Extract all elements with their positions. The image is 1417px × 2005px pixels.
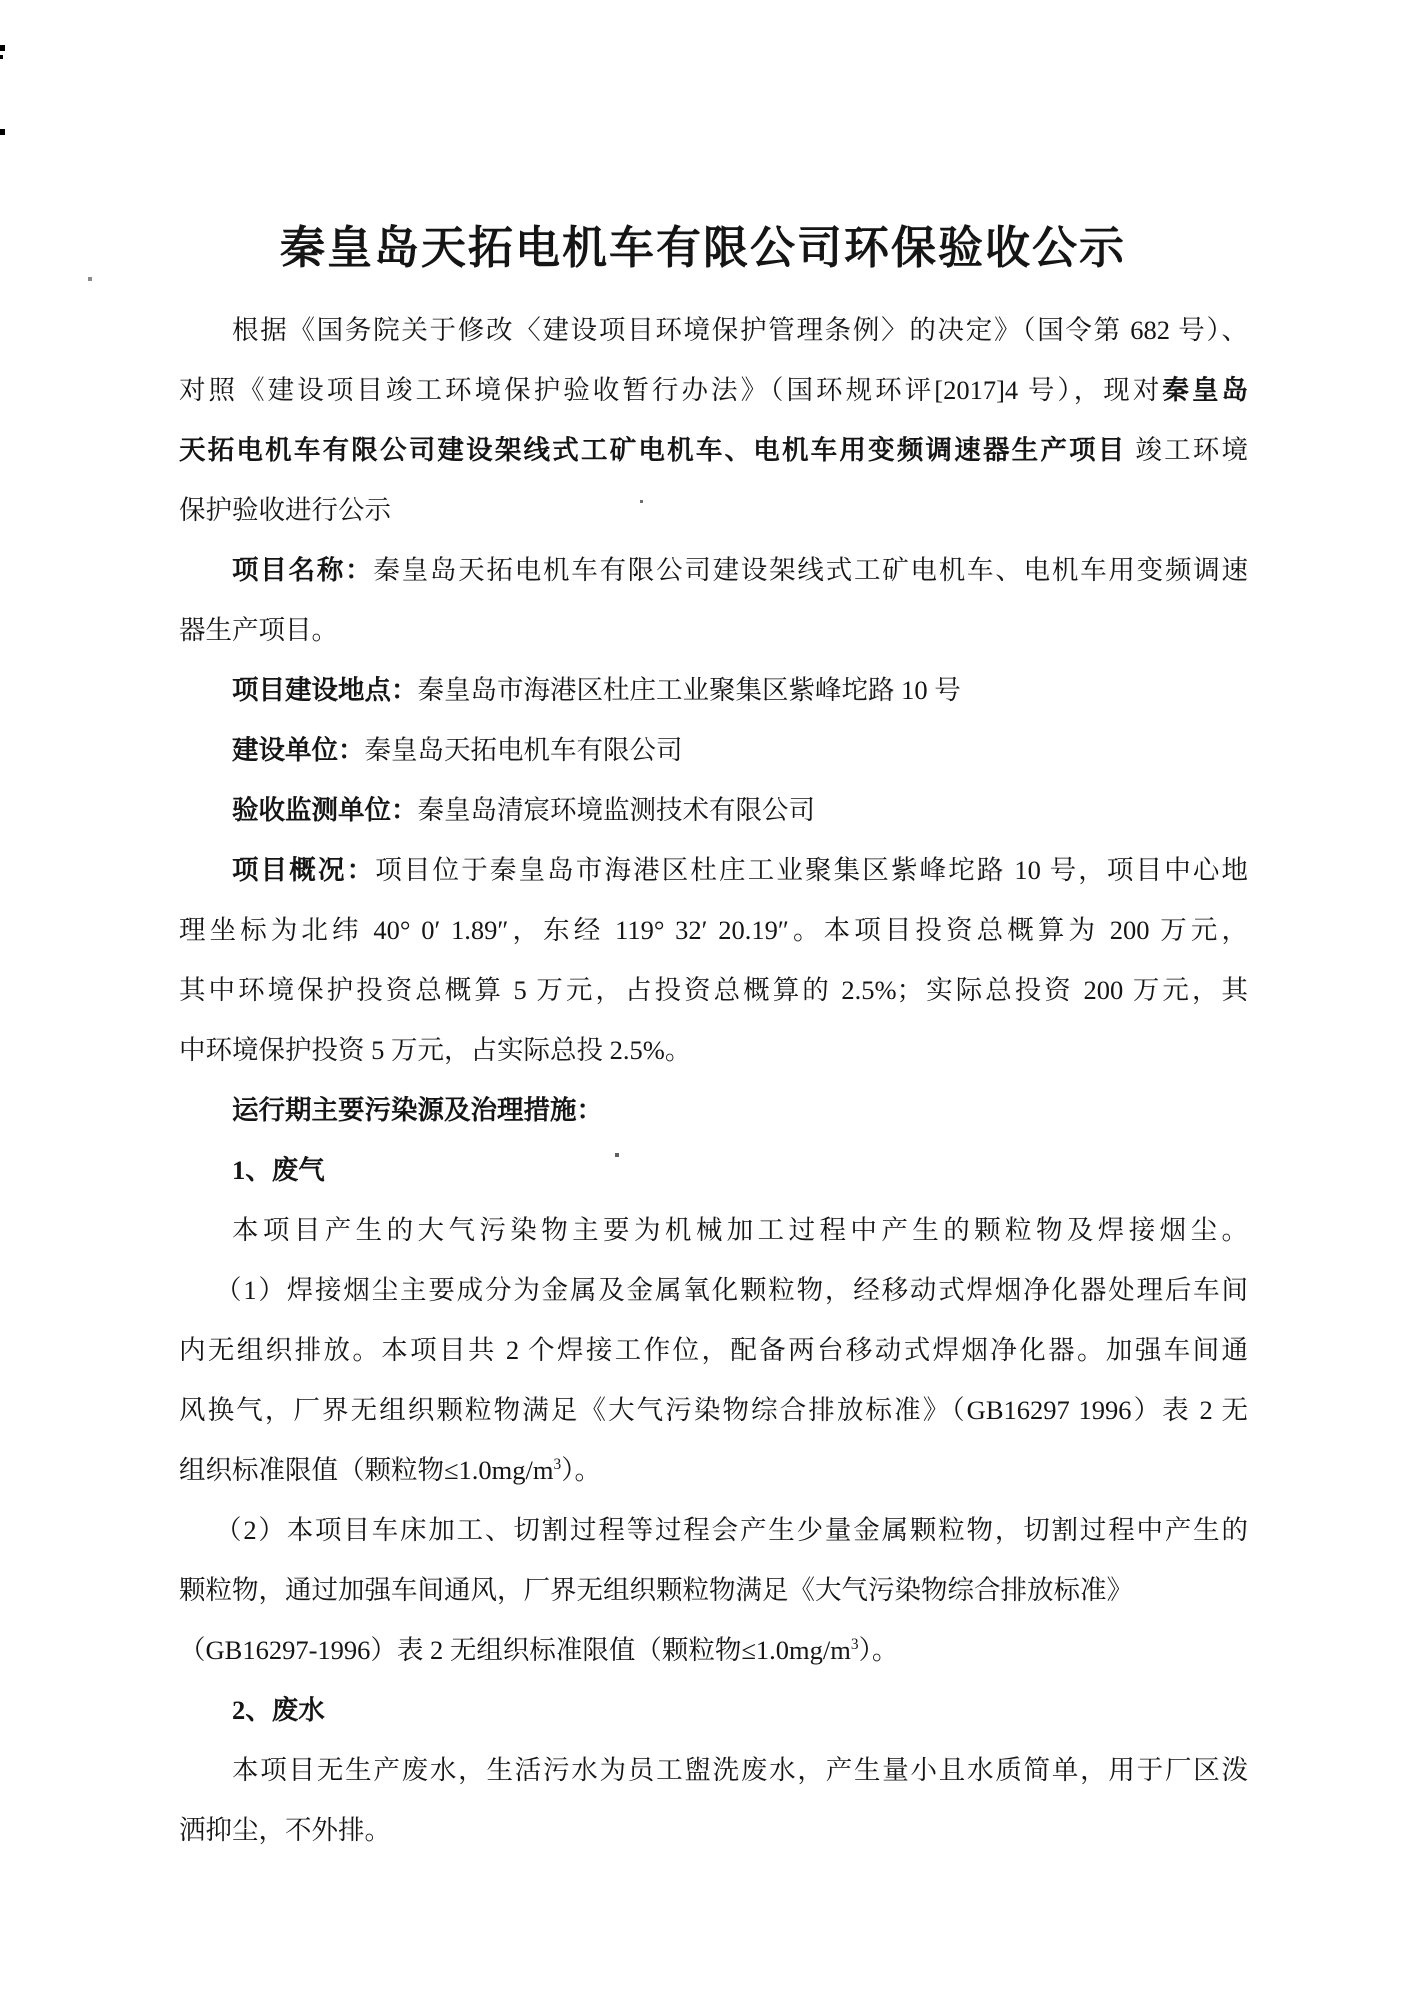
text-segment: 根据《国务院关于修改〈建设项目环境保护管理条例〉的决定》（国令第 682 号）、 [232,315,1248,345]
text-segment: （1）焊接烟尘主要成分为金属及金属氧化颗粒物，经移动式焊烟净化器处理后车间 [215,1275,1248,1305]
text-segment: 保护验收进行公示 [179,495,391,525]
scan-speck-3 [0,129,5,135]
text-line-24 [179,1680,1248,1740]
text-line-16 [179,1200,1248,1260]
text-line-15 [179,1140,1248,1200]
text-segment: （GB16297-1996）表 2 无组织标准限值（颗粒物≤1.0mg/m [179,1635,851,1665]
text-segment: 颗粒物，通过加强车间通风，厂界无组织颗粒物满足《大气污染物综合排放标准》 [179,1575,1133,1605]
text-line-11 [179,900,1248,960]
text-segment-bold: 项目概况： [232,855,376,885]
text-line-18 [179,1320,1248,1380]
text-segment: 洒抑尘，不外排。 [179,1815,391,1845]
text-segment: 竣工环境 [1126,435,1248,465]
document-body [179,300,1248,1860]
text-segment: 器生产项目。 [179,615,338,645]
text-segment-bold: 1、废气 [232,1155,325,1185]
text-segment: 组织标准限值（颗粒物≤1.0mg/m [179,1455,554,1485]
text-line-13 [179,1020,1248,1080]
text-segment: 3 [850,1636,859,1654]
text-line-26 [179,1800,1248,1860]
scan-speck-6 [615,1153,619,1157]
text-segment-bold: 2、废水 [232,1695,325,1725]
scan-speck-2 [0,55,3,59]
text-segment: 内无组织排放。本项目共 2 个焊接工作位，配备两台移动式焊烟净化器。加强车间通 [179,1335,1248,1365]
text-segment: 风换气，厂界无组织颗粒物满足《大气污染物综合排放标准》（GB16297 1996）表 2 无 [179,1395,1248,1425]
text-segment-bold: 验收监测单位： [232,795,418,825]
text-segment: ）。 [858,1635,899,1665]
text-line-1 [179,300,1248,360]
document-title: 秦皇岛天拓电机车有限公司环保验收公示 [280,223,1127,274]
text-line-17 [179,1260,1248,1320]
text-segment-bold: 运行期主要污染源及治理措施： [232,1095,603,1125]
text-line-2 [179,360,1248,420]
text-line-10 [179,840,1248,900]
text-segment: 秦皇岛天拓电机车有限公司建设架线式工矿电机车、电机车用变频调速 [373,555,1248,585]
text-line-7 [179,660,1248,720]
text-segment-bold: 天拓电机车有限公司建设架线式工矿电机车、电机车用变频调速器生产项目 [179,435,1127,465]
text-segment: ）。 [561,1455,601,1485]
text-segment: 秦皇岛清宸环境监测技术有限公司 [417,795,815,825]
text-segment-bold: 秦皇岛 [1162,375,1248,405]
text-segment: 秦皇岛市海港区杜庄工业聚集区紫峰坨路 10 号 [417,675,961,705]
text-line-12 [179,960,1248,1020]
text-segment: 对照《建设项目竣工环境保护验收暂行办法》（国环规环评[2017]4 号），现对 [179,375,1163,405]
text-line-9 [179,780,1248,840]
text-segment: 秦皇岛天拓电机车有限公司 [364,735,683,765]
text-line-22 [179,1560,1248,1620]
scan-speck-1 [0,45,5,51]
text-line-25 [179,1740,1248,1800]
scan-speck-4 [88,277,92,281]
text-segment-bold: 建设单位： [232,735,365,765]
scan-speck-5 [640,500,643,503]
text-line-4 [179,480,1248,540]
text-line-3 [179,420,1248,480]
text-segment: 3 [553,1456,562,1474]
text-line-20 [179,1440,1248,1500]
text-segment-bold: 项目名称： [232,555,374,585]
text-line-14 [179,1080,1248,1140]
text-line-19 [179,1380,1248,1440]
text-segment: 本项目无生产废水，生活污水为员工盥洗废水，产生量小且水质简单，用于厂区泼 [232,1755,1248,1785]
text-segment: 理坐标为北纬 40° 0′ 1.89″，东经 119° 32′ 20.19″。本项目投资总概算为 200 万元， [179,915,1248,945]
text-segment: 中环境保护投资 5 万元，占实际总投 2.5%。 [179,1035,692,1065]
text-segment: 其中环境保护投资总概算 5 万元，占投资总概算的 2.5%；实际总投资 200 万元，其 [179,975,1248,1005]
text-segment: 项目位于秦皇岛市海港区杜庄工业聚集区紫峰坨路 10 号，项目中心地 [375,855,1248,885]
text-line-6 [179,600,1248,660]
text-line-21 [179,1500,1248,1560]
text-line-23 [179,1620,1248,1680]
text-segment-bold: 项目建设地点： [232,675,418,705]
text-line-5 [179,540,1248,600]
text-segment: 本项目产生的大气污染物主要为机械加工过程中产生的颗粒物及焊接烟尘。 [232,1215,1248,1245]
text-segment: （2）本项目车床加工、切割过程等过程会产生少量金属颗粒物，切割过程中产生的 [215,1515,1248,1545]
text-line-8 [179,720,1248,780]
